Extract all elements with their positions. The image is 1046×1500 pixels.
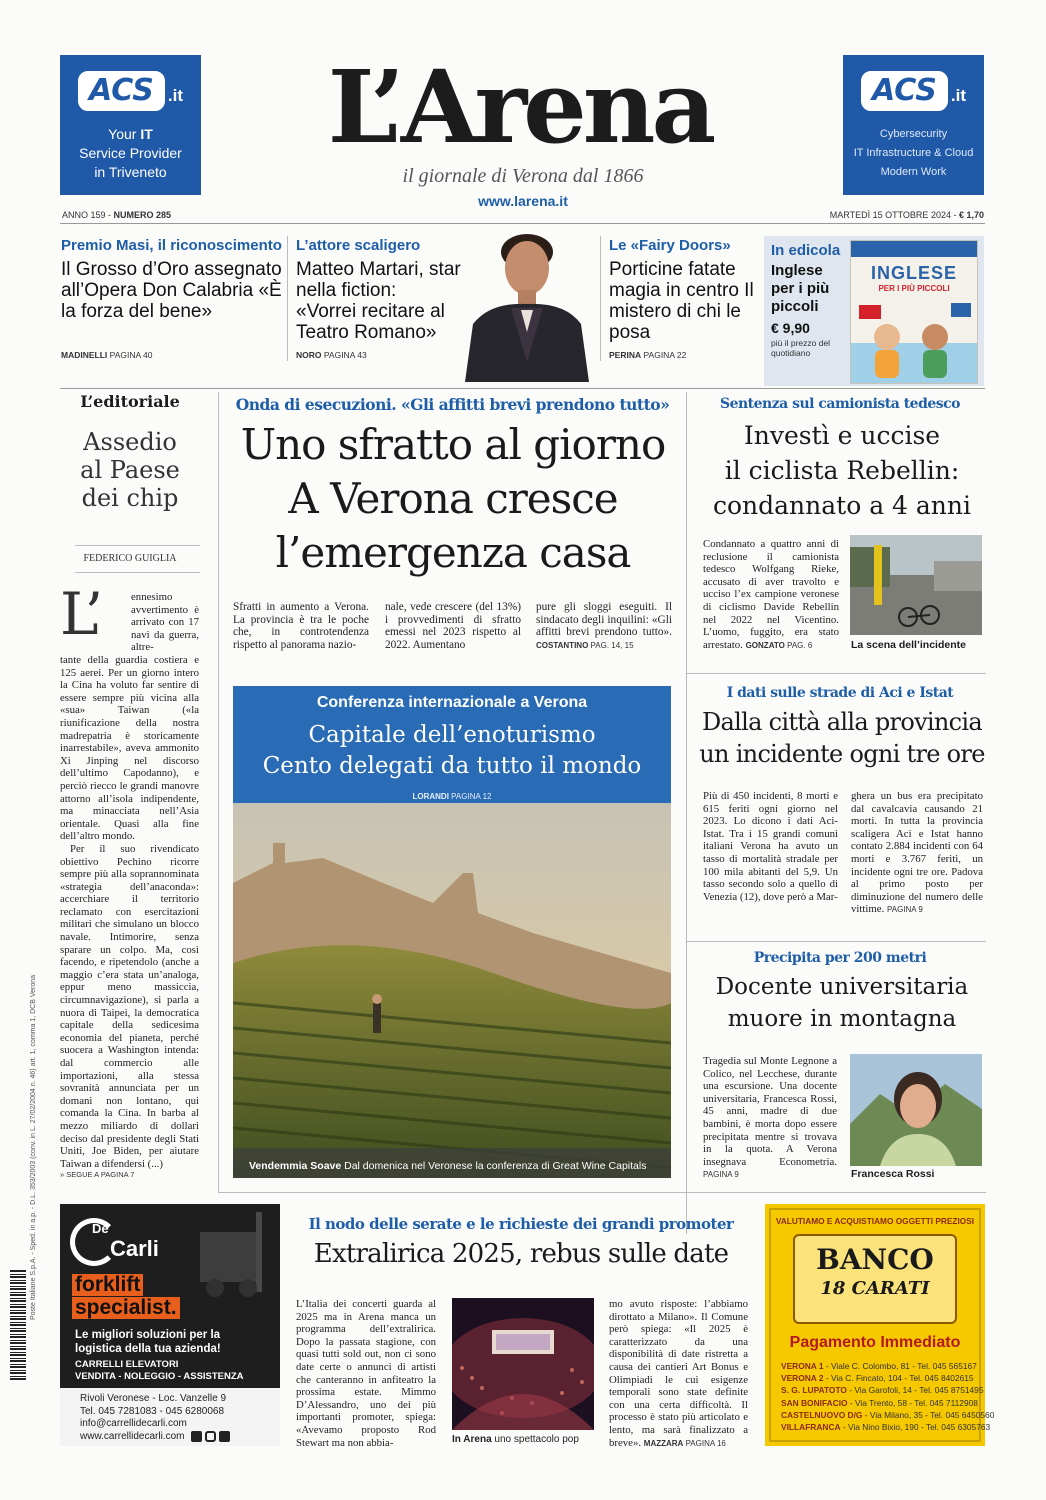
accidents-col1: Più di 450 incidenti, 8 morti e 615 feriti ogni giorno nel 2023. Lo dicono i dati Aci-Istat. Tra i 15 grandi comuni italiani Verona ha avuto un tasso di mortalità stradale per 100 mila abitanti del 5,9. Un tasso secondo solo a quello di Venezia (12), dove però a Mar- (703, 790, 838, 903)
banco-shop-row: SAN BONIFACIO - Via Trento, 58 - Tel. 045 7112908 (781, 1397, 978, 1408)
extralirica-col2: mo avuto risposte: l’abbiamo dirottato a Milano». Il Comune però spiega: «Il 2025 è caratterizzato da una disponibilità di date ristretta a causa dei cantieri Art Bonus e Olimpiadi le cui esigenze temporali sono state definite con una certa difficoltà. Il processo è stato più articolato e lento, ma sarà finalizzato a breve». MAZZARA PAGINA 16 (609, 1298, 748, 1449)
acs-logo: ACS (78, 71, 165, 111)
site-link[interactable]: www.larena.it (478, 193, 568, 209)
rebellin-headline[interactable]: Investì e uccise il ciclista Rebellin: condannato a 4 anni (712, 421, 972, 520)
extralirica-col1: L’Italia dei concerti guarda al 2025 ma in Arena manca un programma dell’extralirica. Dopo la passata stagione, con quasi tutti sold out, non ci sono date certe o annunci di artisti che canteranno in anfiteatro la prossima estate. Mimmo D’Alessandro, uno dei più importanti promoter, spiega: «Avevamo proposto Rod Stewart ma non abbia- (296, 1298, 436, 1449)
banco-shop-row: VERONA 2 - Via C. Fincato, 104 - Tel. 045 8402615 (781, 1373, 974, 1384)
docente-text: Tragedia sul Monte Legnone a Colico, nel Lecchese, durante una escursione. Una docente universitaria, Francesca Rossi, 45 anni, madre di due bambini, è morta dopo essere precipitata mentre si trovava in la quota. A Verona insegnava Econometria. PAGINA 9 (703, 1055, 837, 1180)
book-cover: INGLESE PER I PIÙ PICCOLI (850, 240, 978, 384)
barcode (10, 1270, 26, 1380)
extralirica-headline[interactable]: Extralirica 2025, rebus sulle date (313, 1239, 729, 1269)
extralirica-caption: In Arena uno spettacolo pop (452, 1434, 579, 1445)
promo-inglese[interactable]: In edicola Inglese per i più piccoli € 9,90 più il prezzo del quotidiano INGLESE PER I PIÙ PICCOLI (764, 236, 984, 386)
linkedin-icon[interactable] (219, 1431, 230, 1442)
banco-shop-row: VILLAFRANCA - Via Nino Bixio, 190 - Tel. 045 6305763 (781, 1422, 991, 1433)
main-col3: pure gli sloggi eseguiti. Il sindacato degli inquilini: «Gli affitti brevi prendono tutto». COSTANTINO PAG. 14, 15 (536, 601, 672, 650)
acs-logo: ACS (861, 71, 948, 111)
docente-kicker: Precipita per 200 metri (753, 950, 927, 966)
editorial-dropcap: L’ (60, 580, 104, 648)
wine-caption: Vendemmia Soave Dal domenica nel Veronese la conferenza di Great Wine Capitals (249, 1160, 647, 1172)
main-col2: nale, vede crescere (del 13%) i provvedimenti di sfratto emessi nel 2023 rispetto al 2022. Aumentano (385, 601, 521, 651)
banco-logo: BANCO 18 CARATI (793, 1234, 957, 1324)
editorial-text: tante della guardia costiera e 125 aerei. Per un giorno intero la Cina ha voluto far sentire di essere sempre più vicina alla «sua» Taiwan («la riunificazione della nostra madrepatria è storicamente inarrestabile», aveva ammonito Xi Jinping nel discorso dell’ultimo Capodanno), e perciò riecco le grandi manovre attorno all’isola indipendente, ma minacciata nell’Asia orientale. Quasi alla fine dell’altro mondo. Per il suo rivendicato obiettivo Pechino ricorre sempre più alla soprannominata «strategia dell’anaconda»: accerchiare il territorio reclamato con esercitazioni militari che simulano un blocco navale. Intimorire, senza sparare un colpo. Ma, così facendo, e ripetendolo (anche a maggio c’era stata un’analoga, eppur meno massiccia, circumnavigazione), si parla a nuora di Taipei, la democratica capitale della sedicesima economia del pianeta, perché suocera a Washington intenda: dal commercio alle importazioni, alla stessa sovranità annunciata per un domani non lontano, qui comanda la Cina. In barba al mezzo miliardo di dollari deciso dal presidente degli Stati Uniti, Joe Biden, per aiutare Taiwan a difendersi (...) (60, 654, 199, 1170)
docente-photo (850, 1054, 982, 1166)
accidents-col2: ghera un bus era precipitato dal cavalcavia causando 21 morti. In tutta la provincia scaligera Aci e Istat hanno contato 2.884 incidenti con 64 morti e 3.767 feriti, un incidente ogni tre ore. Padova al primo posto per diminuzione del numero delle vittime. PAGINA 9 (851, 790, 983, 916)
banco-shop-row: S. G. LUPATOTO - Via Garofoli, 14 - Tel. 045 8751495 (781, 1385, 984, 1396)
vineyard-photo (233, 803, 671, 1178)
issue-date: MARTEDÌ 15 OTTOBRE 2024 - € 1,70 (829, 210, 984, 220)
decarli-web: www.carrellidecarli.com (80, 1430, 185, 1442)
editorial-author: FEDERICO GUIGLIA (83, 553, 177, 564)
teaser-masi-credit: MADINELLI PAGINA 40 (61, 350, 153, 360)
postal-notice: Poste Italiane S.p.A. - Sped. in a.p. - D.L. 353/2003 (conv. in L. 27/02/2004 n. 46) art. 1, comma 1, DCB Verona (30, 974, 37, 1320)
editorial-lead: ennesimo avvertimento è arrivato con 17 navi da guerra, altre- (131, 591, 199, 654)
main-kicker: Onda di esecuzioni. «Gli affitti brevi prendono tutto» (235, 395, 670, 414)
teaser-martari[interactable]: L’attore scaligero Matteo Martari, star nella fiction: «Vorrei recitare al Teatro Romano» (296, 237, 461, 343)
docente-caption: Francesca Rossi (851, 1168, 935, 1180)
acs-ad-right[interactable]: ACS .it Cybersecurity IT Infrastructure & Cloud Modern Work (843, 55, 984, 195)
extralirica-kicker: Il nodo delle serate e le richieste dei grandi promoter (308, 1215, 734, 1233)
decarli-tagline: forklift specialist. (72, 1274, 180, 1319)
teaser-martari-credit: NORO PAGINA 43 (296, 350, 367, 360)
instagram-icon[interactable] (205, 1431, 216, 1442)
decarli-logo: De Carli (70, 1218, 180, 1270)
rebellin-kicker: Sentenza sul camionista tedesco (719, 396, 961, 412)
rebellin-text: Condannato a quattro anni di reclusione il camionista tedesco Wolfgang Rieke, accusato di aver travolto e ucciso l’ex campione veronese di ciclismo Davide Rebellin nel 2022 nel Vicentino. L’uomo, fuggito, era stato arrestato. GONZATO PAG. 6 (703, 538, 839, 651)
decarli-ad[interactable]: De Carli forklift specialist. Le migliori soluzioni per la logistica della tua azienda! CARRELLI ELEVATORI VENDITA - NOLEGGIO - ASSISTENZA Rivoli Veronese - Loc. Vanzelle 9 Tel. 045 7281083 - 045 6280068 info@carrellidecarli.com www.carrellidecarli.com (60, 1204, 280, 1446)
acs-ad-left[interactable]: ACS .it Your IT Service Provider in Triveneto (60, 55, 201, 195)
masthead-tagline: il giornale di Verona dal 1866 (402, 165, 644, 187)
issue-number: ANNO 159 - NUMERO 285 (62, 210, 172, 220)
banco-shop-row: VERONA 1 - Viale C. Colombo, 81 - Tel. 045 565167 (781, 1361, 977, 1371)
editorial-label: L’editoriale (80, 392, 180, 411)
teaser-fairy-credit: PERINA PAGINA 22 (609, 350, 687, 360)
main-headline[interactable]: Uno sfratto al giorno A Verona cresce l’emergenza casa (240, 420, 666, 577)
docente-headline[interactable]: Docente universitaria muore in montagna (715, 974, 969, 1032)
banco-shop-row: CASTELNUOVO D/G - Via Milano, 35 - Tel. 045 6450560 (781, 1409, 995, 1420)
editorial-title[interactable]: Assedio al Paese dei chip (80, 428, 180, 512)
masthead-title: L’Arena (327, 48, 713, 166)
accidents-headline[interactable]: Dalla città alla provincia un incidente ogni tre ore (699, 708, 985, 768)
main-col1: Sfratti in aumento a Verona. La provincia è tra le poche che, in controtendenza rispetto al panorama nazio- (233, 601, 369, 651)
rebellin-photo (850, 535, 982, 635)
wine-feature[interactable]: Conferenza internazionale a Verona Capitale dell’enoturismo Cento delegati da tutto il mondo LORANDI PAGINA 12 Vendemmia Soave Dal domenica nel Veronese la conferenza di Great Wine Capitals (233, 686, 671, 1178)
extralirica-photo (452, 1298, 594, 1430)
rebellin-caption: La scena dell’incidente (851, 639, 966, 651)
teaser-masi[interactable]: Premio Masi, il riconoscimento Il Grosso d’Oro assegnato all’Opera Don Calabria «È la forza del bene» (61, 237, 282, 322)
banco-ad[interactable]: VALUTIAMO E ACQUISTIAMO OGGETTI PREZIOSI BANCO 18 CARATI Pagamento Immediato VERONA 1 - Viale C. Colombo, 81 - Tel. 045 565167 VERONA 2 - Via C. Fincato, 104 - Tel. 045 8402615 S. G. LUPATOTO - Via Garofoli, 14 - Tel. 045 8751495 SAN BONIFACIO - Via Trento, 58 - Tel. 045 7112908 CASTELNUOVO D/G - Via Milano, 35 - Tel. 045 6450560 VILLAFRANCA - Via Nino Bixio, 190 - Tel. 045 6305763 (765, 1204, 985, 1446)
teaser-fairy-doors[interactable]: Le «Fairy Doors» Porticine fatate magia in centro Il mistero di chi le posa (609, 237, 754, 343)
banco-shop-list (781, 1360, 995, 1433)
decarli-email: info@carrellidecarli.com (80, 1418, 187, 1429)
wine-headline: Capitale dell’enoturismo Cento delegati da tutto il mondo (262, 722, 642, 779)
facebook-icon[interactable] (191, 1431, 202, 1442)
accidents-kicker: I dati sulle strade di Aci e Istat (726, 685, 954, 701)
actor-photo (455, 212, 597, 382)
editorial-continue[interactable]: » SEGUE A PAGINA 7 (60, 1170, 135, 1179)
